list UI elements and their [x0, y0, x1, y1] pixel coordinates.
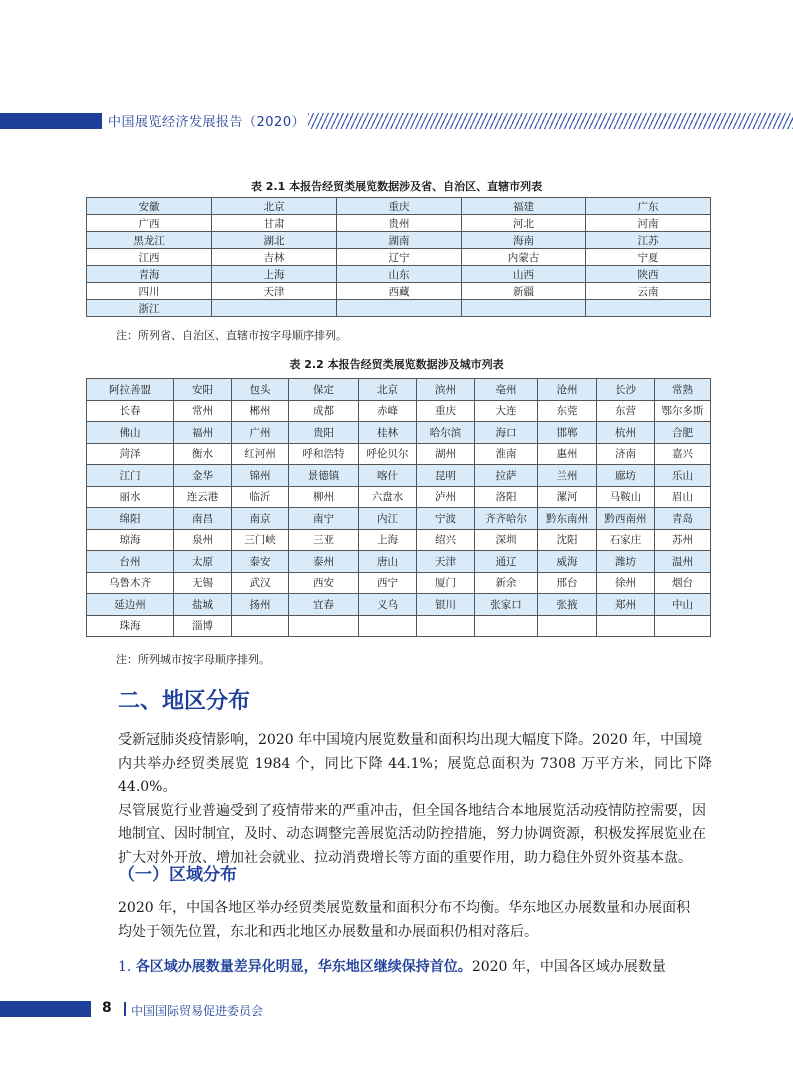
- table-cell: 中山: [655, 594, 711, 616]
- table-cell: [289, 615, 359, 637]
- table-cell: 淮南: [475, 443, 538, 465]
- table-cell: 四川: [87, 283, 212, 300]
- table-cell: 湖州: [417, 443, 475, 465]
- subsection-title: （一）区域分布: [118, 865, 237, 885]
- table-row: [87, 215, 711, 232]
- running-header-title: 中国展览经济发展报告（2020）: [108, 115, 306, 130]
- table-cell: 菏泽: [87, 443, 174, 465]
- table-cell: [462, 300, 586, 317]
- table-cell: 北京: [359, 379, 417, 401]
- table-cell: 宁波: [417, 508, 475, 530]
- table-cell: 徐州: [597, 572, 655, 594]
- table-cell: 绵阳: [87, 508, 174, 530]
- table-cell: 丽水: [87, 486, 174, 508]
- table-cell: 黑龙江: [87, 232, 212, 249]
- table-row: [87, 615, 711, 637]
- table-cell: [359, 615, 417, 637]
- table-cell: 浙江: [87, 300, 212, 317]
- table-cell: 临沂: [232, 486, 289, 508]
- table-row: [87, 198, 711, 215]
- table-cell: [417, 615, 475, 637]
- table-cell: 三门峡: [232, 529, 289, 551]
- table-cell: 黔西南州: [597, 508, 655, 530]
- table-cell: 陕西: [586, 266, 711, 283]
- table-cell: 亳州: [475, 379, 538, 401]
- table-cell: 绍兴: [417, 529, 475, 551]
- table-cell: 潍坊: [597, 551, 655, 573]
- table-cell: 江苏: [586, 232, 711, 249]
- table-cell: 江西: [87, 249, 212, 266]
- table-cell: 郑州: [597, 594, 655, 616]
- table-cell: 泉州: [174, 529, 232, 551]
- table-cell: 呼和浩特: [289, 443, 359, 465]
- table-cell: 哈尔滨: [417, 422, 475, 444]
- table-cell: 无锡: [174, 572, 232, 594]
- table-cell: 赤峰: [359, 400, 417, 422]
- table-cell: [597, 615, 655, 637]
- table-cell: 泸州: [417, 486, 475, 508]
- table-cell: 内蒙古: [462, 249, 586, 266]
- provinces-table: [86, 197, 711, 317]
- table-cell: 山东: [337, 266, 462, 283]
- table-cell: 张掖: [538, 594, 597, 616]
- table-cell: 贵州: [337, 215, 462, 232]
- table-cell: 昆明: [417, 465, 475, 487]
- table-cell: 邯郸: [538, 422, 597, 444]
- table-row: [87, 300, 711, 317]
- table-cell: 威海: [538, 551, 597, 573]
- table-cell: 景德镇: [289, 465, 359, 487]
- table-cell: 保定: [289, 379, 359, 401]
- table-cell: 桂林: [359, 422, 417, 444]
- paragraph-1: [118, 729, 712, 870]
- table-cell: 郴州: [232, 400, 289, 422]
- table-cell: 天津: [417, 551, 475, 573]
- table-row: [87, 249, 711, 266]
- table2-note: 注：所列城市按字母顺序排列。: [116, 653, 270, 666]
- table-cell: 连云港: [174, 486, 232, 508]
- table-cell: 齐齐哈尔: [475, 508, 538, 530]
- table-row: [87, 551, 711, 573]
- table-cell: 沈阳: [538, 529, 597, 551]
- table-cell: 江门: [87, 465, 174, 487]
- table-cell: 长春: [87, 400, 174, 422]
- para3-number: 1.: [118, 959, 132, 975]
- table-cell: 拉萨: [475, 465, 538, 487]
- table-cell: [475, 615, 538, 637]
- table-cell: 六盘水: [359, 486, 417, 508]
- table-cell: 厦门: [417, 572, 475, 594]
- table-cell: 湖北: [212, 232, 337, 249]
- table-cell: 宜春: [289, 594, 359, 616]
- table-cell: 长沙: [597, 379, 655, 401]
- table-row: [87, 594, 711, 616]
- table-cell: 漯河: [538, 486, 597, 508]
- table-cell: 银川: [417, 594, 475, 616]
- para3-highlight: 各区域办展数量差异化明显，华东地区继续保持首位。: [135, 959, 472, 975]
- page-number: 8: [102, 1000, 112, 1016]
- table-cell: 东营: [597, 400, 655, 422]
- table-cell: 石家庄: [597, 529, 655, 551]
- table-cell: 新余: [475, 572, 538, 594]
- table-cell: 广东: [586, 198, 711, 215]
- table-cell: 杭州: [597, 422, 655, 444]
- table-row: [87, 266, 711, 283]
- table-cell: 辽宁: [337, 249, 462, 266]
- table-cell: 烟台: [655, 572, 711, 594]
- table-cell: 南京: [232, 508, 289, 530]
- table-cell: 西宁: [359, 572, 417, 594]
- table-cell: 淄博: [174, 615, 232, 637]
- table-cell: 太原: [174, 551, 232, 573]
- table-cell: 海南: [462, 232, 586, 249]
- table-cell: 新疆: [462, 283, 586, 300]
- table-cell: 广州: [232, 422, 289, 444]
- table-cell: 珠海: [87, 615, 174, 637]
- table-row: [87, 400, 711, 422]
- table-cell: 内江: [359, 508, 417, 530]
- table-cell: 乌鲁木齐: [87, 572, 174, 594]
- para2-line: 2020 年，中国各地区举办经贸类展览数量和面积分布不均衡。华东地区办展数量和办展面积: [118, 900, 691, 916]
- table-cell: 福州: [174, 422, 232, 444]
- table-cell: 温州: [655, 551, 711, 573]
- table-cell: 宁夏: [586, 249, 711, 266]
- table-cell: [586, 300, 711, 317]
- table-row: [87, 486, 711, 508]
- table-cell: 青海: [87, 266, 212, 283]
- table-cell: 苏州: [655, 529, 711, 551]
- table-cell: 金华: [174, 465, 232, 487]
- table-cell: [655, 615, 711, 637]
- table-cell: 包头: [232, 379, 289, 401]
- para1-line: 尽管展览行业普遍受到了疫情带来的严重冲击，但全国各地结合本地展览活动疫情防控需要，因: [118, 802, 706, 819]
- table-row: [87, 379, 711, 401]
- table-cell: 延边州: [87, 594, 174, 616]
- table-row: [87, 529, 711, 551]
- para1-line: 受新冠肺炎疫情影响，2020 年中国境内展览数量和面积均出现大幅度下降。2020 年，中国境: [118, 732, 703, 748]
- footer-organization: 中国国际贸易促进委员会: [131, 1004, 264, 1018]
- table-cell: [337, 300, 462, 317]
- table-cell: 眉山: [655, 486, 711, 508]
- table-cell: 滨州: [417, 379, 475, 401]
- table1-note: 注：所列省、自治区、直辖市按字母顺序排列。: [116, 329, 347, 342]
- table-cell: 廊坊: [597, 465, 655, 487]
- para1-line: 扩大对外开放、增加社会就业、拉动消费增长等方面的重要作用，助力稳住外贸外资基本盘。: [118, 849, 692, 866]
- table-cell: 常州: [174, 400, 232, 422]
- table-cell: 惠州: [538, 443, 597, 465]
- para1-line: 内共举办经贸类展览 1984 个，同比下降 44.1%；展览总面积为 7308 万平方米，同比下降 44.0%。: [118, 755, 712, 795]
- table-cell: 三亚: [289, 529, 359, 551]
- table-cell: 唐山: [359, 551, 417, 573]
- table-cell: 呼伦贝尔: [359, 443, 417, 465]
- table-cell: 马鞍山: [597, 486, 655, 508]
- table-cell: 乐山: [655, 465, 711, 487]
- table-cell: 湖南: [337, 232, 462, 249]
- table-cell: 河南: [586, 215, 711, 232]
- table-cell: 河北: [462, 215, 586, 232]
- table-cell: 南宁: [289, 508, 359, 530]
- table-cell: 吉林: [212, 249, 337, 266]
- table-cell: 重庆: [417, 400, 475, 422]
- table-cell: 天津: [212, 283, 337, 300]
- header-bar: [0, 113, 102, 129]
- table-cell: 东莞: [538, 400, 597, 422]
- table-cell: 山西: [462, 266, 586, 283]
- table-cell: 阿拉善盟: [87, 379, 174, 401]
- para2-line: 均处于领先位置，东北和西北地区办展数量和办展面积仍相对落后。: [118, 923, 538, 940]
- table-cell: 嘉兴: [655, 443, 711, 465]
- paragraph-3: [118, 956, 718, 976]
- table-cell: 贵阳: [289, 422, 359, 444]
- footer-bar: [0, 1001, 91, 1017]
- table-cell: 张家口: [475, 594, 538, 616]
- table-cell: 上海: [359, 529, 417, 551]
- table-cell: 南昌: [174, 508, 232, 530]
- table-cell: 海口: [475, 422, 538, 444]
- table-cell: [212, 300, 337, 317]
- table-cell: 安徽: [87, 198, 212, 215]
- table-cell: 济南: [597, 443, 655, 465]
- table-cell: 福建: [462, 198, 586, 215]
- header-hatch-decoration: [308, 113, 793, 129]
- table2-caption: 表 2.2 本报告经贸类展览数据涉及城市列表: [289, 358, 504, 371]
- para1-line: 地制宜、因时制宜，及时、动态调整完善展览活动防控措施，努力协调资源，积极发挥展览业在: [118, 826, 706, 842]
- table-cell: 西安: [289, 572, 359, 594]
- table-cell: 喀什: [359, 465, 417, 487]
- table-row: [87, 572, 711, 594]
- table-cell: 西藏: [337, 283, 462, 300]
- table-cell: 泰安: [232, 551, 289, 573]
- table1-caption: 表 2.1 本报告经贸类展览数据涉及省、自治区、直辖市列表: [250, 180, 543, 193]
- table-cell: 上海: [212, 266, 337, 283]
- table-cell: [538, 615, 597, 637]
- table-cell: 邢台: [538, 572, 597, 594]
- table-cell: 台州: [87, 551, 174, 573]
- table-cell: 大连: [475, 400, 538, 422]
- table-row: [87, 465, 711, 487]
- table-cell: 柳州: [289, 486, 359, 508]
- table-cell: 泰州: [289, 551, 359, 573]
- table-cell: 通辽: [475, 551, 538, 573]
- table-cell: [232, 615, 289, 637]
- table-cell: 重庆: [337, 198, 462, 215]
- table-cell: 深圳: [475, 529, 538, 551]
- cities-table: [86, 378, 711, 637]
- paragraph-2: [118, 897, 712, 944]
- table-cell: 合肥: [655, 422, 711, 444]
- table-row: [87, 283, 711, 300]
- table-cell: 衡水: [174, 443, 232, 465]
- table-row: [87, 508, 711, 530]
- table-row: [87, 232, 711, 249]
- footer-separator: [124, 1002, 126, 1016]
- table-cell: 黔东南州: [538, 508, 597, 530]
- table-cell: 盐城: [174, 594, 232, 616]
- para3-text: 2020 年，中国各区域办展数量: [471, 959, 666, 975]
- table-cell: 鄂尔多斯: [655, 400, 711, 422]
- section-title: 二、地区分布: [118, 688, 251, 714]
- table-cell: 佛山: [87, 422, 174, 444]
- table-cell: 沧州: [538, 379, 597, 401]
- table-cell: 青岛: [655, 508, 711, 530]
- table-cell: 北京: [212, 198, 337, 215]
- table-cell: 成都: [289, 400, 359, 422]
- table-cell: 武汉: [232, 572, 289, 594]
- table-cell: 洛阳: [475, 486, 538, 508]
- table-cell: 常熟: [655, 379, 711, 401]
- table-cell: 红河州: [232, 443, 289, 465]
- table-cell: 琼海: [87, 529, 174, 551]
- table-cell: 扬州: [232, 594, 289, 616]
- table-cell: 锦州: [232, 465, 289, 487]
- table-cell: 兰州: [538, 465, 597, 487]
- table-cell: 广西: [87, 215, 212, 232]
- table-cell: 甘肃: [212, 215, 337, 232]
- table-cell: 义乌: [359, 594, 417, 616]
- table-row: [87, 422, 711, 444]
- table-row: [87, 443, 711, 465]
- table-cell: 安阳: [174, 379, 232, 401]
- table-cell: 云南: [586, 283, 711, 300]
